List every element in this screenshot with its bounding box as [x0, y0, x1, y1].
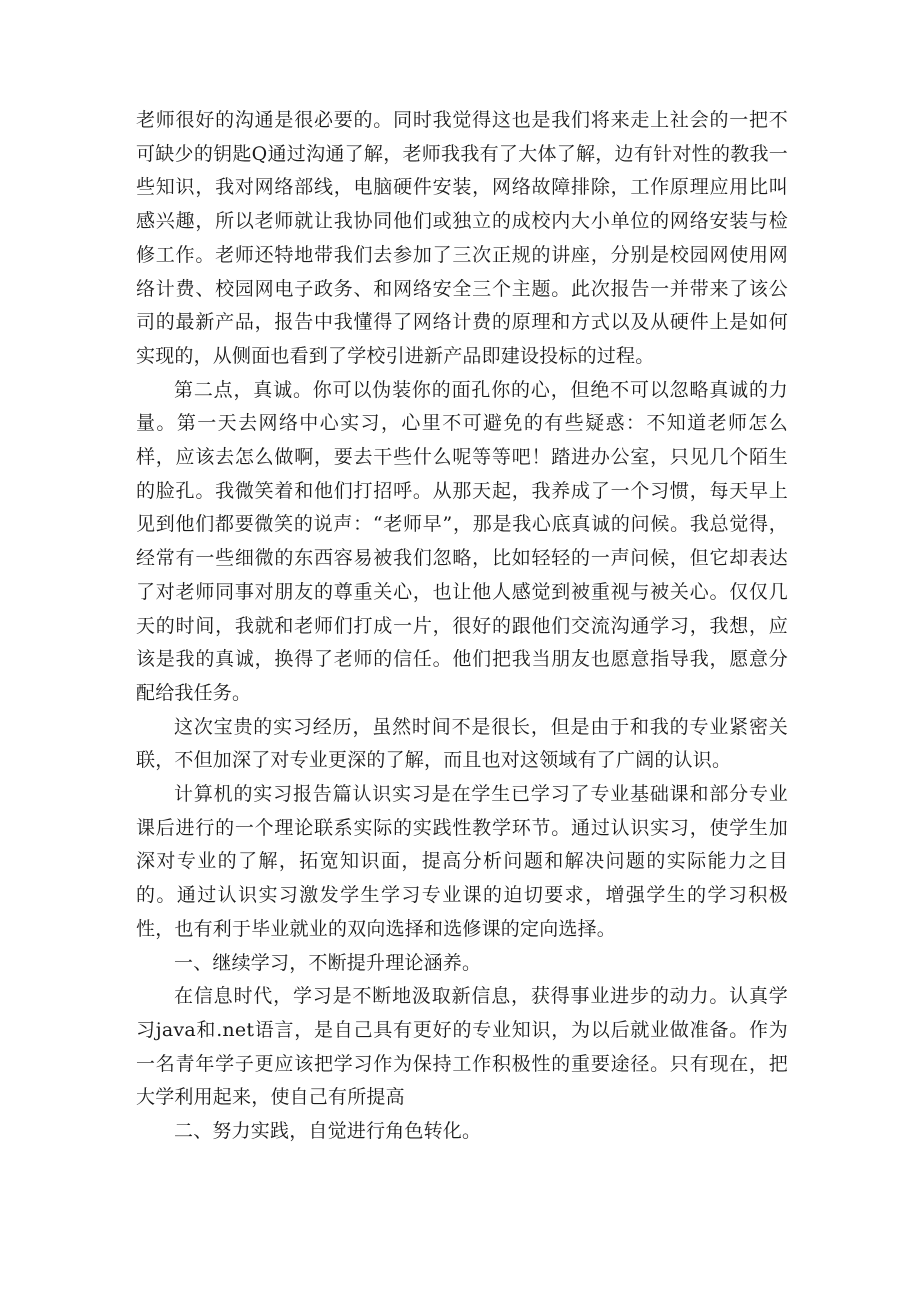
section-heading-continue-learning: 一、继续学习，不断提升理论涵养。 — [174, 951, 482, 974]
paragraph-sincerity: 第二点，真诚。你可以伪装你的面孔你的心，但绝不可以忽略真诚的力量。第一天去网络中心实习，心里不可避免的有些疑惑：不知道老师怎么样，应该去怎么做啊，要去干些什么呢等等吧！踏进办公室，只见几个陌生的脸孔。我微笑着和他们打招呼。从那天起，我养成了一个习惯，每天早上见到他们都要微笑的说声：“老师早”，那是我心底真诚的问候。我总觉得，经常有一些细微的东西容易被我们忽略，比如轻轻的一声问候，但它却表达了对老师同事对朋友的尊重关心，也让他人感觉到被重视与被关心。仅仅几天的时间，我就和老师们打成一片，很好的跟他们交流沟通学习，我想，应该是我的真诚，换得了老师的信任。他们把我当朋友也愿意指导我，愿意分配给我任务。 — [136, 378, 788, 704]
paragraph-communication: 老师很好的沟通是很必要的。同时我觉得这也是我们将来走上社会的一把不可缺少的钥匙Q通过沟通了解，老师我我有了大体了解，边有针对性的教我一些知识，我对网络部线，电脑硬件安装，网络故障排除，工作原理应用比叫感兴趣，所以老师就让我协同他们或独立的成校内大小单位的网络安装与检修工作。老师还特地带我们去参加了三次正规的讲座，分别是校园网使用网络计费、校园网电子政务、和网络安全三个主题。此次报告一并带来了该公司的最新产品，报告中我懂得了网络计费的原理和方式以及从硬件上是如何实现的，从侧面也看到了学校引进新产品即建设投标的过程。 — [136, 109, 788, 367]
document-page — [136, 104, 788, 1149]
paragraph-information-age: 在信息时代，学习是不断地汲取新信息，获得事业进步的动力。认真学习java和.net语言，是自己具有更好的专业知识，为以后就业做准备。作为一名青年学子更应该把学习作为保持工作积极性的重要途径。只有现在，把大学利用起来，使自己有所提高 — [136, 985, 788, 1109]
section-heading-practice: 二、努力实践，自觉进行角色转化。 — [174, 1120, 482, 1143]
paragraph-internship-report: 计算机的实习报告篇认识实习是在学生已学习了专业基础课和部分专业课后进行的一个理论联系实际的实践性教学环节。通过认识实习，使学生加深对专业的了解，拓宽知识面，提高分析问题和解决问题的实际能力之目的。通过认识实习激发学生学习专业课的迫切要求，增强学生的学习积极性，也有利于毕业就业的双向选择和选修课的定向选择。 — [136, 783, 788, 940]
paragraph-experience-summary: 这次宝贵的实习经历，虽然时间不是很长，但是由于和我的专业紧密关联，不但加深了对专业更深的了解，而且也对这领域有了广阔的认识。 — [136, 715, 788, 772]
